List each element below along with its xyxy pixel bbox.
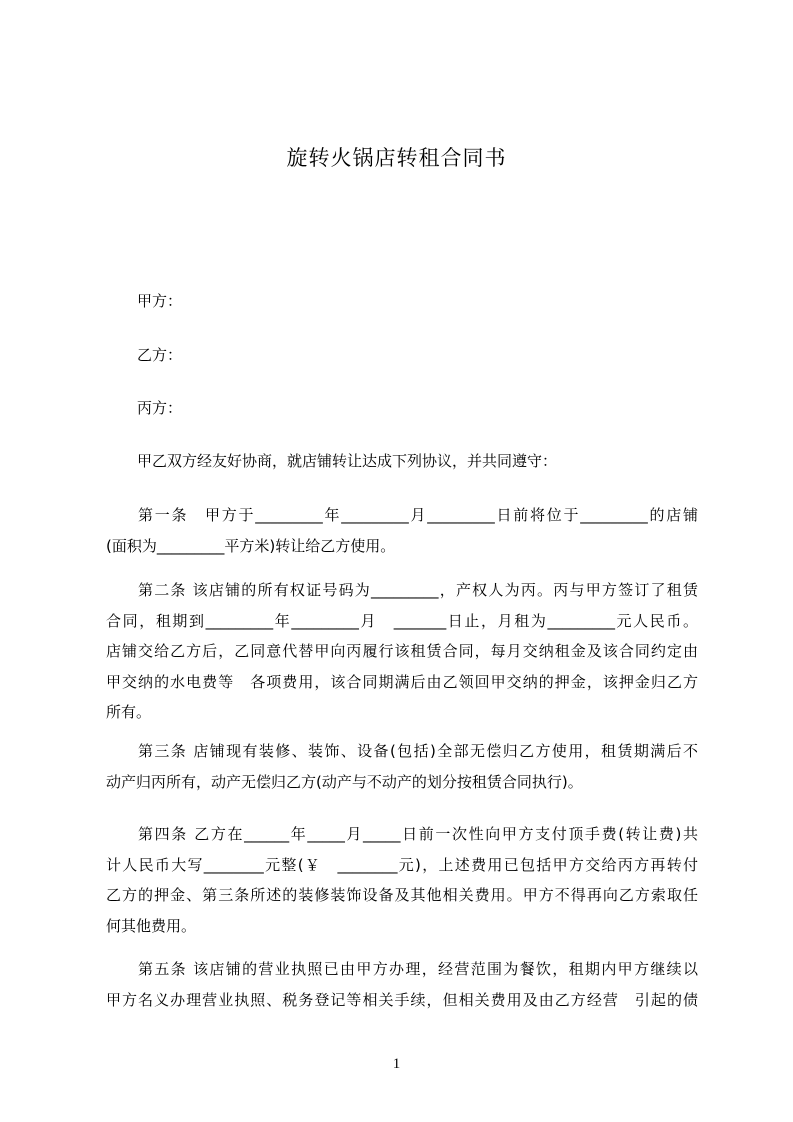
article-line: 甲交纳的水电费等 各项费用，该合同期满后由乙领回甲交纳的押金，该押金归乙方 bbox=[106, 672, 698, 691]
party-a-label: 甲方： bbox=[137, 292, 183, 310]
article-1 bbox=[106, 500, 698, 561]
party-c-label: 丙方： bbox=[137, 399, 183, 417]
article-line: 动产归丙所有，动产无偿归乙方(动产与不动产的划分按租赁合同执行)。 bbox=[106, 772, 583, 791]
party-b-label: 乙方： bbox=[137, 346, 183, 364]
article-4 bbox=[106, 819, 698, 941]
article-line: (面积为_________平方米)转让给乙方使用。 bbox=[106, 536, 396, 555]
article-line: 甲方名义办理营业执照、税务登记等相关手续，但相关费用及由乙方经营 引起的债 bbox=[106, 990, 698, 1009]
article-3 bbox=[106, 736, 698, 797]
article-line: 第五条 该店铺的营业执照已由甲方办理，经营范围为餐饮，租期内甲方继续以 bbox=[138, 960, 698, 978]
article-line: 第四条 乙方在______年_____月_____日前一次性向甲方支付顶手费(转让费)共 bbox=[138, 825, 698, 843]
article-line: 第二条 该店铺的所有权证号码为_________，产权人为丙。丙与甲方签订了租赁 bbox=[138, 581, 698, 599]
article-line: 乙方的押金、第三条所述的装修装饰设备及其他相关费用。甲方不得再向乙方索取任 bbox=[106, 886, 698, 904]
article-line: 第一条 甲方于_________年_________月_________日前将位于_________的店铺 bbox=[138, 506, 698, 524]
article-2 bbox=[106, 575, 698, 728]
article-line: 计人民币大写________元整(￥ ________元)，上述费用已包括甲方交给丙方再转付 bbox=[106, 855, 698, 874]
article-line: 何其他费用。 bbox=[106, 916, 197, 935]
document-title: 旋转火锅店转租合同书 bbox=[286, 146, 507, 170]
page-number: 1 bbox=[392, 1056, 401, 1072]
article-line: 所有。 bbox=[106, 703, 152, 721]
article-line: 店铺交给乙方后，乙同意代替甲向丙履行该租赁合同，每月交纳租金及该合同约定由 bbox=[106, 642, 698, 660]
article-line: 合同，租期到_________年_________月 _______日止，月租为_________元人民币。 bbox=[106, 611, 698, 630]
article-line: 第三条 店铺现有装修、装饰、设备(包括)全部无偿归乙方使用，租赁期满后不 bbox=[138, 742, 698, 760]
intro-text: 甲乙双方经友好协商，就店铺转让达成下列协议，并共同遵守： bbox=[137, 452, 558, 470]
article-5 bbox=[106, 954, 698, 1015]
